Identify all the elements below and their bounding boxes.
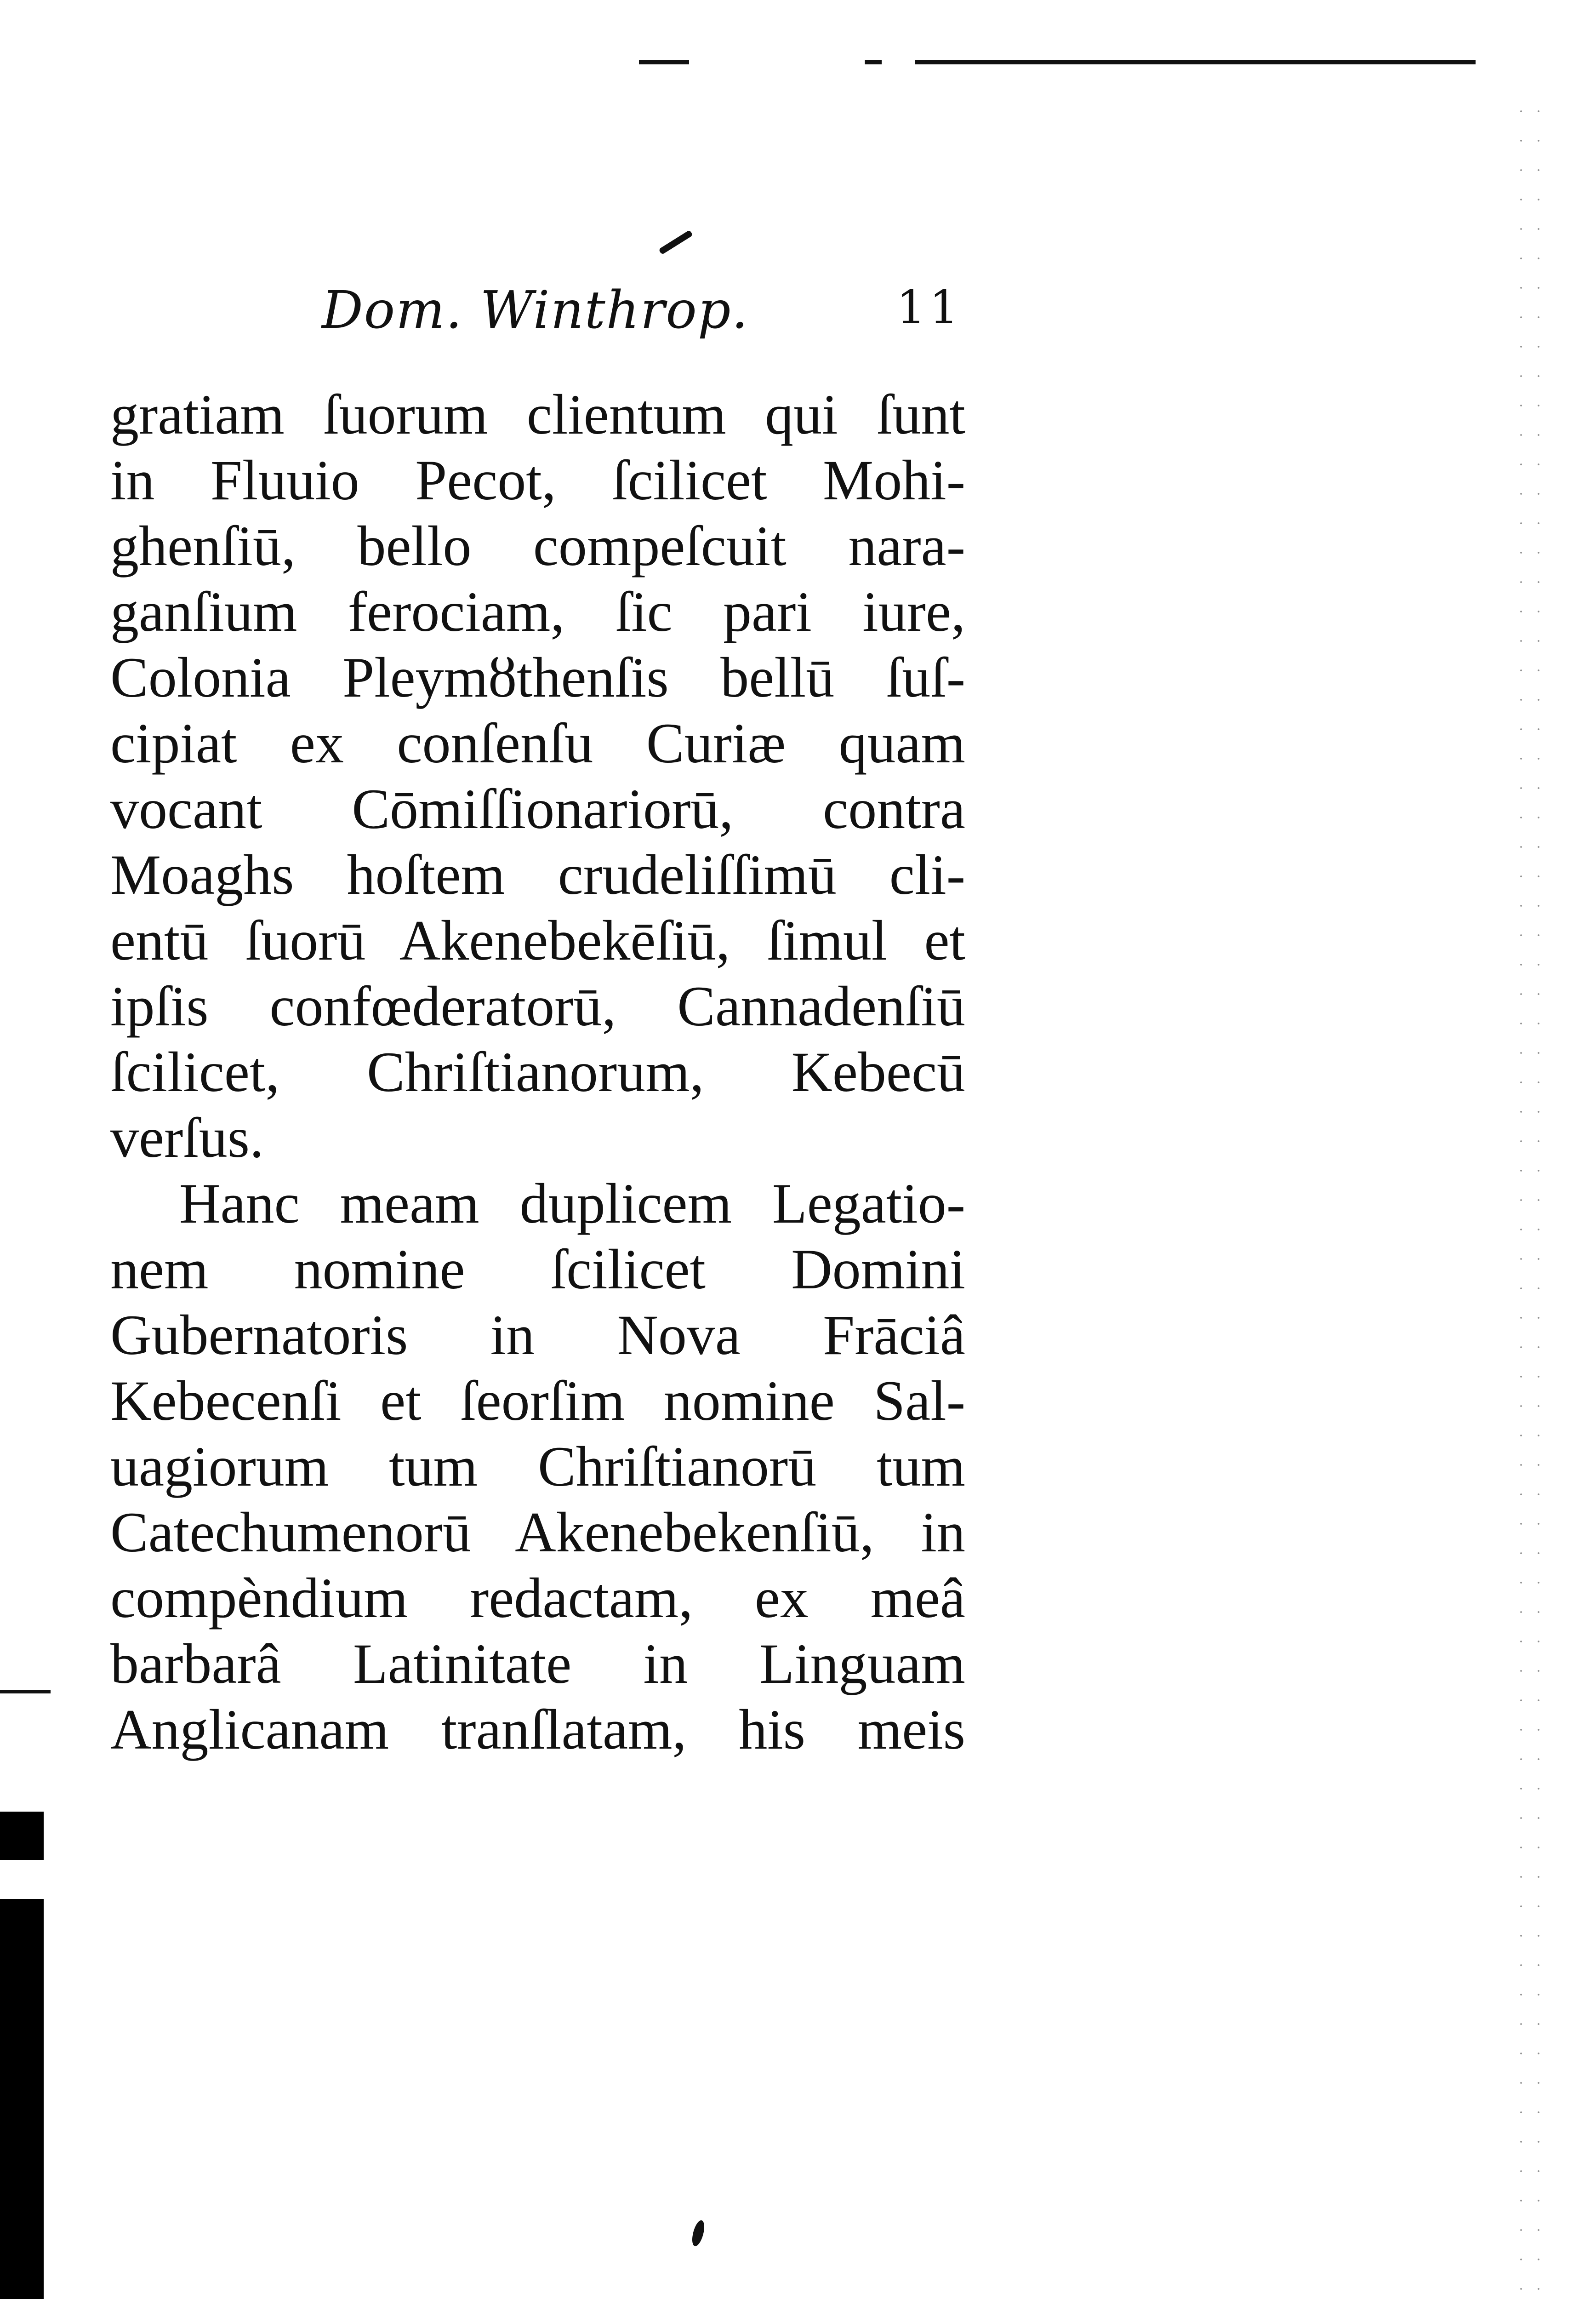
- text-line: Colonia Pleymȣthenſis bellū ſuſ-: [110, 646, 965, 709]
- top-rule: [639, 60, 1476, 64]
- left-margin-block: [0, 1812, 44, 1860]
- text-line: Kebecenſi et ſeorſim nomine Sal-: [110, 1369, 965, 1432]
- paragraph: [110, 1171, 965, 1762]
- text-line: nem nomine ſcilicet Domini: [110, 1238, 965, 1301]
- ink-mark: [658, 230, 693, 255]
- page-edge-speckles: [1512, 97, 1540, 2299]
- text-line: Gubernatoris in Nova Frāciâ: [110, 1304, 965, 1367]
- page-header: [322, 280, 965, 340]
- text-line: ghenſiū, bello compeſcuit nara-: [110, 515, 965, 578]
- running-head: Dom. Winthrop.: [322, 280, 749, 340]
- text-line: ganſium ferociam, ſic pari iure,: [110, 580, 965, 643]
- page-number: 11: [896, 280, 963, 334]
- text-line: Catechumenorū Akenebekenſiū, in: [110, 1501, 965, 1564]
- ink-blot: [690, 2219, 707, 2248]
- text-line: Anglicanam tranſlatam, his meis: [110, 1698, 965, 1761]
- text-line: cipiat ex conſenſu Curiæ quam: [110, 712, 965, 775]
- text-line: barbarâ Latinitate in Linguam: [110, 1632, 965, 1695]
- text-line: gratiam ſuorum clientum qui ſunt: [110, 383, 965, 446]
- text-line: ſcilicet, Chriſtianorum, Kebecū: [110, 1041, 965, 1104]
- text-line: Moaghs hoſtem crudeliſſimū cli-: [110, 843, 965, 906]
- text-line: in Fluuio Pecot, ſcilicet Mohi-: [110, 449, 965, 512]
- body-text: [110, 382, 965, 1762]
- left-margin-bar: [0, 1899, 44, 2299]
- text-line: vocant Cōmiſſionariorū, contra: [110, 778, 965, 841]
- text-line: Hanc meam duplicem Legatio-: [179, 1172, 965, 1235]
- text-line: verſus.: [110, 1106, 264, 1169]
- text-line: compèndium redactam, ex meâ: [110, 1567, 965, 1630]
- text-line: entū ſuorū Akenebekēſiū, ſimul et: [110, 909, 965, 972]
- text-line: uagiorum tum Chriſtianorū tum: [110, 1435, 965, 1498]
- text-line: ipſis confœderatorū, Cannadenſiū: [110, 975, 965, 1038]
- paragraph: [110, 382, 965, 1171]
- left-margin-dash: [0, 1690, 51, 1693]
